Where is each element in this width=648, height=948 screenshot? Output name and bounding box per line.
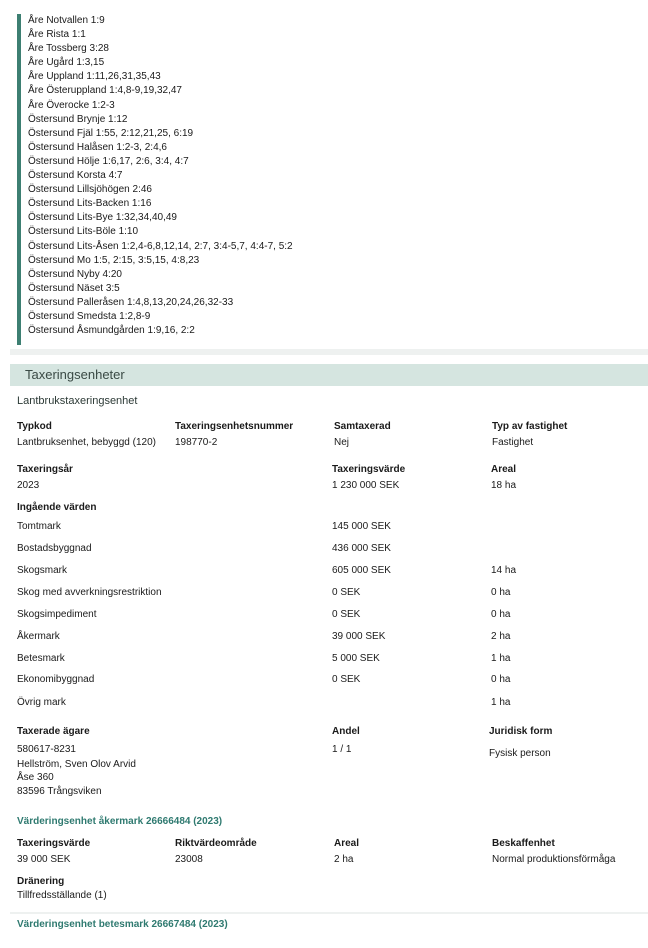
property-item: Åre Uppland 1:11,26,31,35,43 — [28, 71, 161, 83]
property-item: Åre Rista 1:1 — [28, 29, 86, 41]
juridisk-form-value: Fysisk person — [489, 748, 551, 759]
ingaende-row-name: Skogsimpediment — [17, 609, 97, 620]
areal-value: 18 ha — [491, 480, 517, 491]
property-item: Åre Österuppland 1:4,8-9,19,32,47 — [28, 85, 182, 97]
akermark-besk-label: Beskaffenhet — [492, 838, 555, 849]
ingaende-row-area: 2 ha — [491, 631, 511, 642]
property-item: Östersund Lits-Bye 1:32,34,40,49 — [28, 212, 177, 224]
typkod-label: Typkod — [17, 421, 52, 432]
property-item: Östersund Mo 1:5, 2:15, 3:5,15, 4:8,23 — [28, 254, 200, 266]
ingaende-row-name: Tomtmark — [17, 521, 61, 532]
ingaende-row-name: Bostadsbyggnad — [17, 543, 92, 554]
ingaende-row-value: 436 000 SEK — [332, 543, 391, 554]
ingaende-label: Ingående värden — [17, 502, 97, 513]
ingaende-row-area: 1 ha — [491, 653, 511, 664]
akermark-besk-value: Normal produktionsförmåga — [492, 854, 616, 865]
ingaende-row-value: 0 SEK — [332, 587, 361, 598]
typkod-value: Lantbruksenhet, bebyggd (120) — [17, 437, 156, 448]
ingaende-row-area: 14 ha — [491, 565, 517, 576]
property-list-block — [10, 0, 648, 355]
property-item: Östersund Åsmundgården 1:9,16, 2:2 — [28, 325, 195, 337]
taxeringsvarde-value: 1 230 000 SEK — [332, 480, 400, 491]
betesmark-link[interactable]: Värderingsenhet betesmark 26667484 (2023) — [17, 919, 228, 930]
ingaende-row-name: Skogsmark — [17, 565, 68, 576]
typ-label: Typ av fastighet — [492, 421, 568, 432]
property-item: Östersund Lits-Backen 1:16 — [28, 198, 152, 210]
nummer-label: Taxeringsenhetsnummer — [175, 421, 294, 432]
akermark-rikt-value: 23008 — [175, 854, 203, 865]
akermark-link[interactable]: Värderingsenhet åkermark 26666484 (2023) — [17, 816, 223, 827]
areal-label: Areal — [491, 464, 517, 475]
property-item: Åre Ugård 1:3,15 — [28, 57, 105, 69]
nummer-value: 198770-2 — [175, 437, 218, 448]
ingaende-row-name: Ekonomibyggnad — [17, 674, 95, 685]
akermark-areal-value: 2 ha — [334, 854, 354, 865]
property-item: Östersund Palleråsen 1:4,8,13,20,24,26,32-33 — [28, 296, 234, 308]
dranering-label: Dränering — [17, 876, 65, 887]
ingaende-row-value: 145 000 SEK — [332, 521, 391, 532]
ingaende-row-area: 0 ha — [491, 609, 511, 620]
dranering-value: Tillfredsställande (1) — [17, 890, 107, 901]
taxeringsvarde-label: Taxeringsvärde — [332, 464, 406, 475]
ingaende-row-name: Övrig mark — [17, 697, 66, 708]
ingaende-row-name: Skog med avverkningsrestriktion — [17, 587, 162, 598]
owner-id: 580617-8231 — [17, 744, 76, 755]
property-list — [17, 14, 637, 345]
akermark-rikt-label: Riktvärdeområde — [175, 838, 257, 849]
samtaxerad-label: Samtaxerad — [334, 421, 391, 432]
ingaende-row-area: 0 ha — [491, 587, 511, 598]
ingaende-row-value: 605 000 SEK — [332, 565, 391, 576]
property-item: Östersund Brynje 1:12 — [28, 113, 128, 125]
property-item: Östersund Hölje 1:6,17, 2:6, 3:4, 4:7 — [28, 155, 189, 167]
owner-name: Hellström, Sven Olov Arvid — [17, 759, 136, 770]
property-item: Åre Notvallen 1:9 — [28, 15, 105, 26]
ingaende-row-value: 39 000 SEK — [332, 631, 386, 642]
property-item: Åre Tossberg 3:28 — [28, 43, 109, 55]
property-item: Östersund Halåsen 1:2-3, 2:4,6 — [28, 141, 167, 153]
juridisk-form-label: Juridisk form — [489, 726, 553, 737]
andel-label: Andel — [332, 726, 360, 737]
akermark-varde-value: 39 000 SEK — [17, 854, 71, 865]
taxeringsar-value: 2023 — [17, 480, 40, 491]
property-item: Östersund Nyby 4:20 — [28, 268, 122, 280]
taxeringsar-label: Taxeringsår — [17, 464, 73, 475]
akermark-areal-label: Areal — [334, 838, 360, 849]
andel-value: 1 / 1 — [332, 744, 352, 755]
ingaende-row-name: Betesmark — [17, 653, 65, 664]
akermark-varde-label: Taxeringsvärde — [17, 838, 91, 849]
ingaende-row-area: 0 ha — [491, 674, 511, 685]
ingaende-row-area: 1 ha — [491, 697, 511, 708]
property-item: Åre Överocke 1:2-3 — [28, 99, 115, 111]
owner-street: Åse 360 — [17, 772, 54, 783]
property-item: Östersund Smedsta 1:2,8-9 — [28, 310, 151, 322]
ingaende-row-value: 0 SEK — [332, 674, 361, 685]
ingaende-row-value: 5 000 SEK — [332, 653, 380, 664]
property-item: Östersund Korsta 4:7 — [28, 170, 123, 182]
section-header[interactable]: Taxeringsenheter — [10, 364, 648, 386]
property-item: Östersund Lillsjöhögen 2:46 — [28, 184, 152, 196]
samtaxerad-value: Nej — [334, 437, 350, 448]
agare-label: Taxerade ägare — [17, 726, 90, 737]
unit-subtitle: Lantbrukstaxeringsenhet — [17, 395, 138, 407]
property-item: Östersund Lits-Böle 1:10 — [28, 226, 139, 238]
ingaende-row-name: Åkermark — [17, 631, 60, 642]
divider — [10, 912, 648, 914]
property-item: Östersund Fjäl 1:55, 2:12,21,25, 6:19 — [28, 127, 194, 139]
property-item: Östersund Näset 3:5 — [28, 282, 120, 294]
typ-value: Fastighet — [492, 437, 534, 448]
ingaende-row-value: 0 SEK — [332, 609, 361, 620]
owner-postal: 83596 Trångsviken — [17, 786, 102, 797]
property-item: Östersund Lits-Åsen 1:2,4-6,8,12,14, 2:7, 3:4-5,7, 4:4-7, 5:2 — [28, 240, 293, 252]
